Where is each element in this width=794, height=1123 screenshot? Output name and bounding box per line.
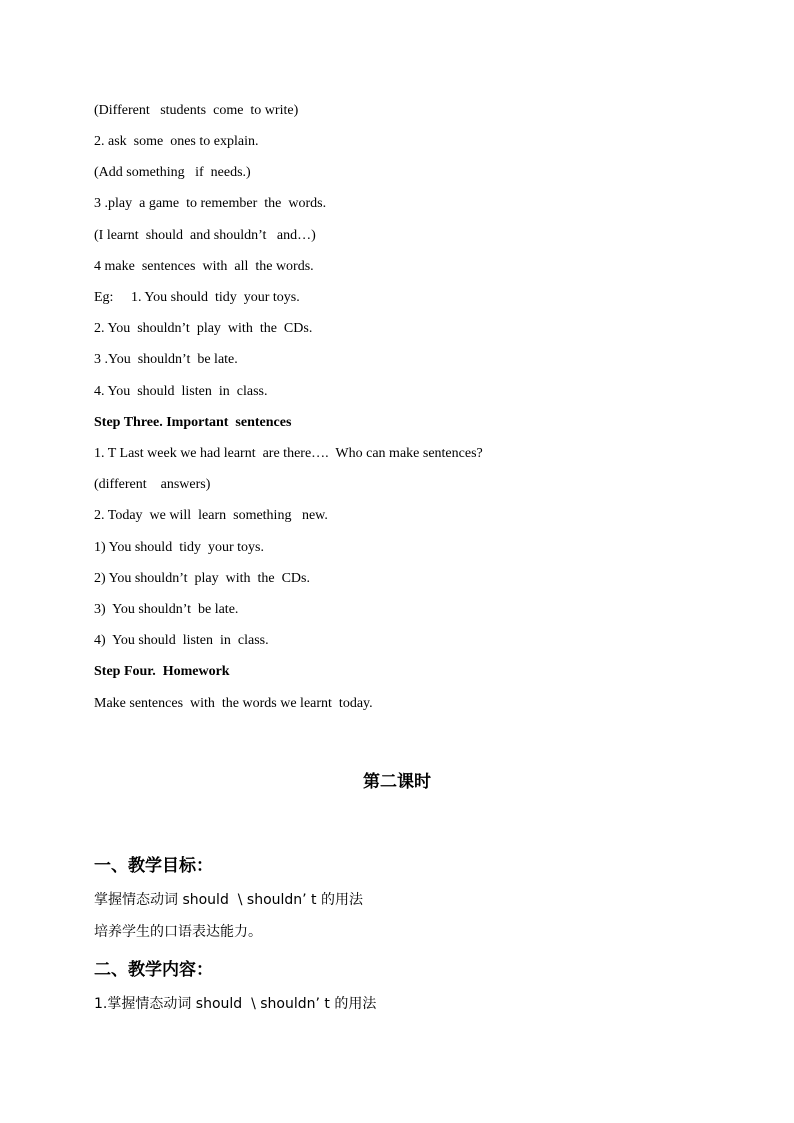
text-line: 4) You should listen in class. [94, 633, 269, 648]
lesson-title: 第二课时 [363, 772, 431, 792]
step-heading: Step Four. Homework [94, 664, 230, 679]
text-line: 掌握情态动词 should \ shouldn’ t 的用法 [94, 892, 363, 908]
text-line: (Different students come to write) [94, 103, 299, 118]
text-line: (I learnt should and shouldn’t and…) [94, 228, 316, 243]
text-line: 3) You shouldn’t be late. [94, 602, 239, 617]
text-line: 4. You should listen in class. [94, 384, 268, 399]
text-line: (different answers) [94, 477, 211, 492]
text-line: 3 .play a game to remember the words. [94, 196, 327, 211]
text-line: 1. T Last week we had learnt are there…. Who can make sentences? [94, 446, 483, 461]
step-heading: Step Three. Important sentences [94, 415, 292, 430]
text-line: Eg: 1. You should tidy your toys. [94, 290, 300, 305]
text-line: 3 .You shouldn’t be late. [94, 352, 238, 367]
text-line: 4 make sentences with all the words. [94, 259, 314, 274]
text-line: (Add something if needs.) [94, 165, 251, 180]
text-line: Make sentences with the words we learnt today. [94, 696, 373, 711]
text-line: 2. ask some ones to explain. [94, 134, 259, 149]
text-line: 2. Today we will learn something new. [94, 508, 328, 523]
text-line: 2. You shouldn’t play with the CDs. [94, 321, 313, 336]
text-line: 培养学生的口语表达能力。 [94, 924, 262, 940]
section-heading: 二、教学内容： [94, 960, 213, 980]
text-line: 2) You shouldn’t play with the CDs. [94, 571, 310, 586]
text-line: 1.掌握情态动词 should \ shouldn’ t 的用法 [94, 996, 377, 1012]
text-line: 1) You should tidy your toys. [94, 540, 264, 555]
section-heading: 一、教学目标： [94, 856, 213, 876]
